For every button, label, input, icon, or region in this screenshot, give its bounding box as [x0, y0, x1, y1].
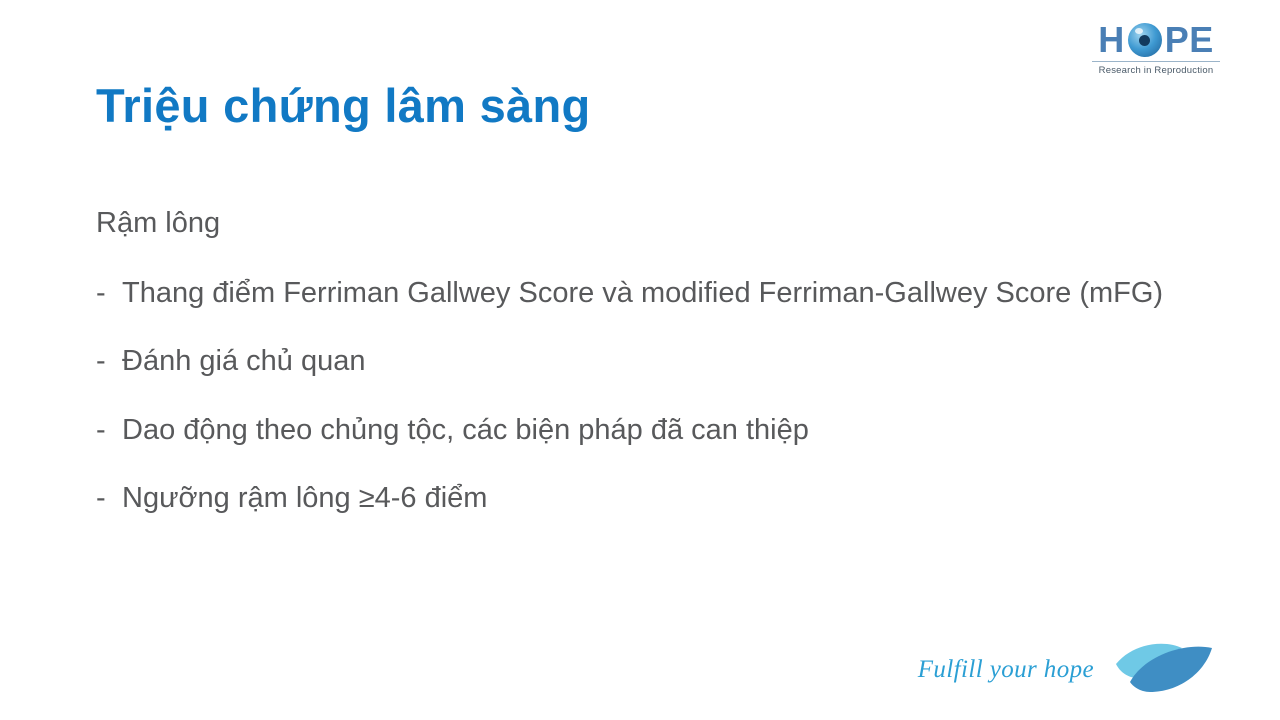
list-item	[96, 478, 1186, 519]
leaf-mark-icon	[1108, 636, 1220, 698]
bullet-marker: -	[96, 413, 106, 446]
hope-wordmark	[1092, 19, 1220, 60]
bullet-text: Dao động theo chủng tộc, các biện pháp đã can thiệp	[122, 413, 809, 446]
bullet-marker: -	[96, 277, 106, 310]
bullet-marker: -	[96, 481, 106, 514]
slide-body	[96, 205, 1186, 546]
list-item	[96, 341, 1186, 382]
body-lead-text: Rậm lông	[96, 207, 221, 239]
bullet-marker: -	[96, 345, 106, 378]
eye-icon	[1128, 23, 1162, 57]
list-item	[96, 273, 1186, 314]
footer-slogan: Fulfill your hope	[917, 656, 1094, 683]
logo-tagline: Research in Reproduction	[1092, 61, 1220, 76]
bullet-text: Ngưỡng rậm lông ≥4-6 điểm	[122, 481, 488, 514]
list-item	[96, 410, 1186, 451]
page-title: Triệu chứng lâm sàng	[96, 79, 591, 132]
logo-letters-pe: PE	[1164, 19, 1214, 60]
bullet-text: Thang điểm Ferriman Gallwey Score và modified Ferriman-Gallwey Score (mFG)	[122, 277, 1164, 310]
bullet-text: Đánh giá chủ quan	[122, 345, 366, 378]
hope-logo	[1092, 19, 1220, 84]
logo-letter-h: H	[1098, 19, 1125, 60]
